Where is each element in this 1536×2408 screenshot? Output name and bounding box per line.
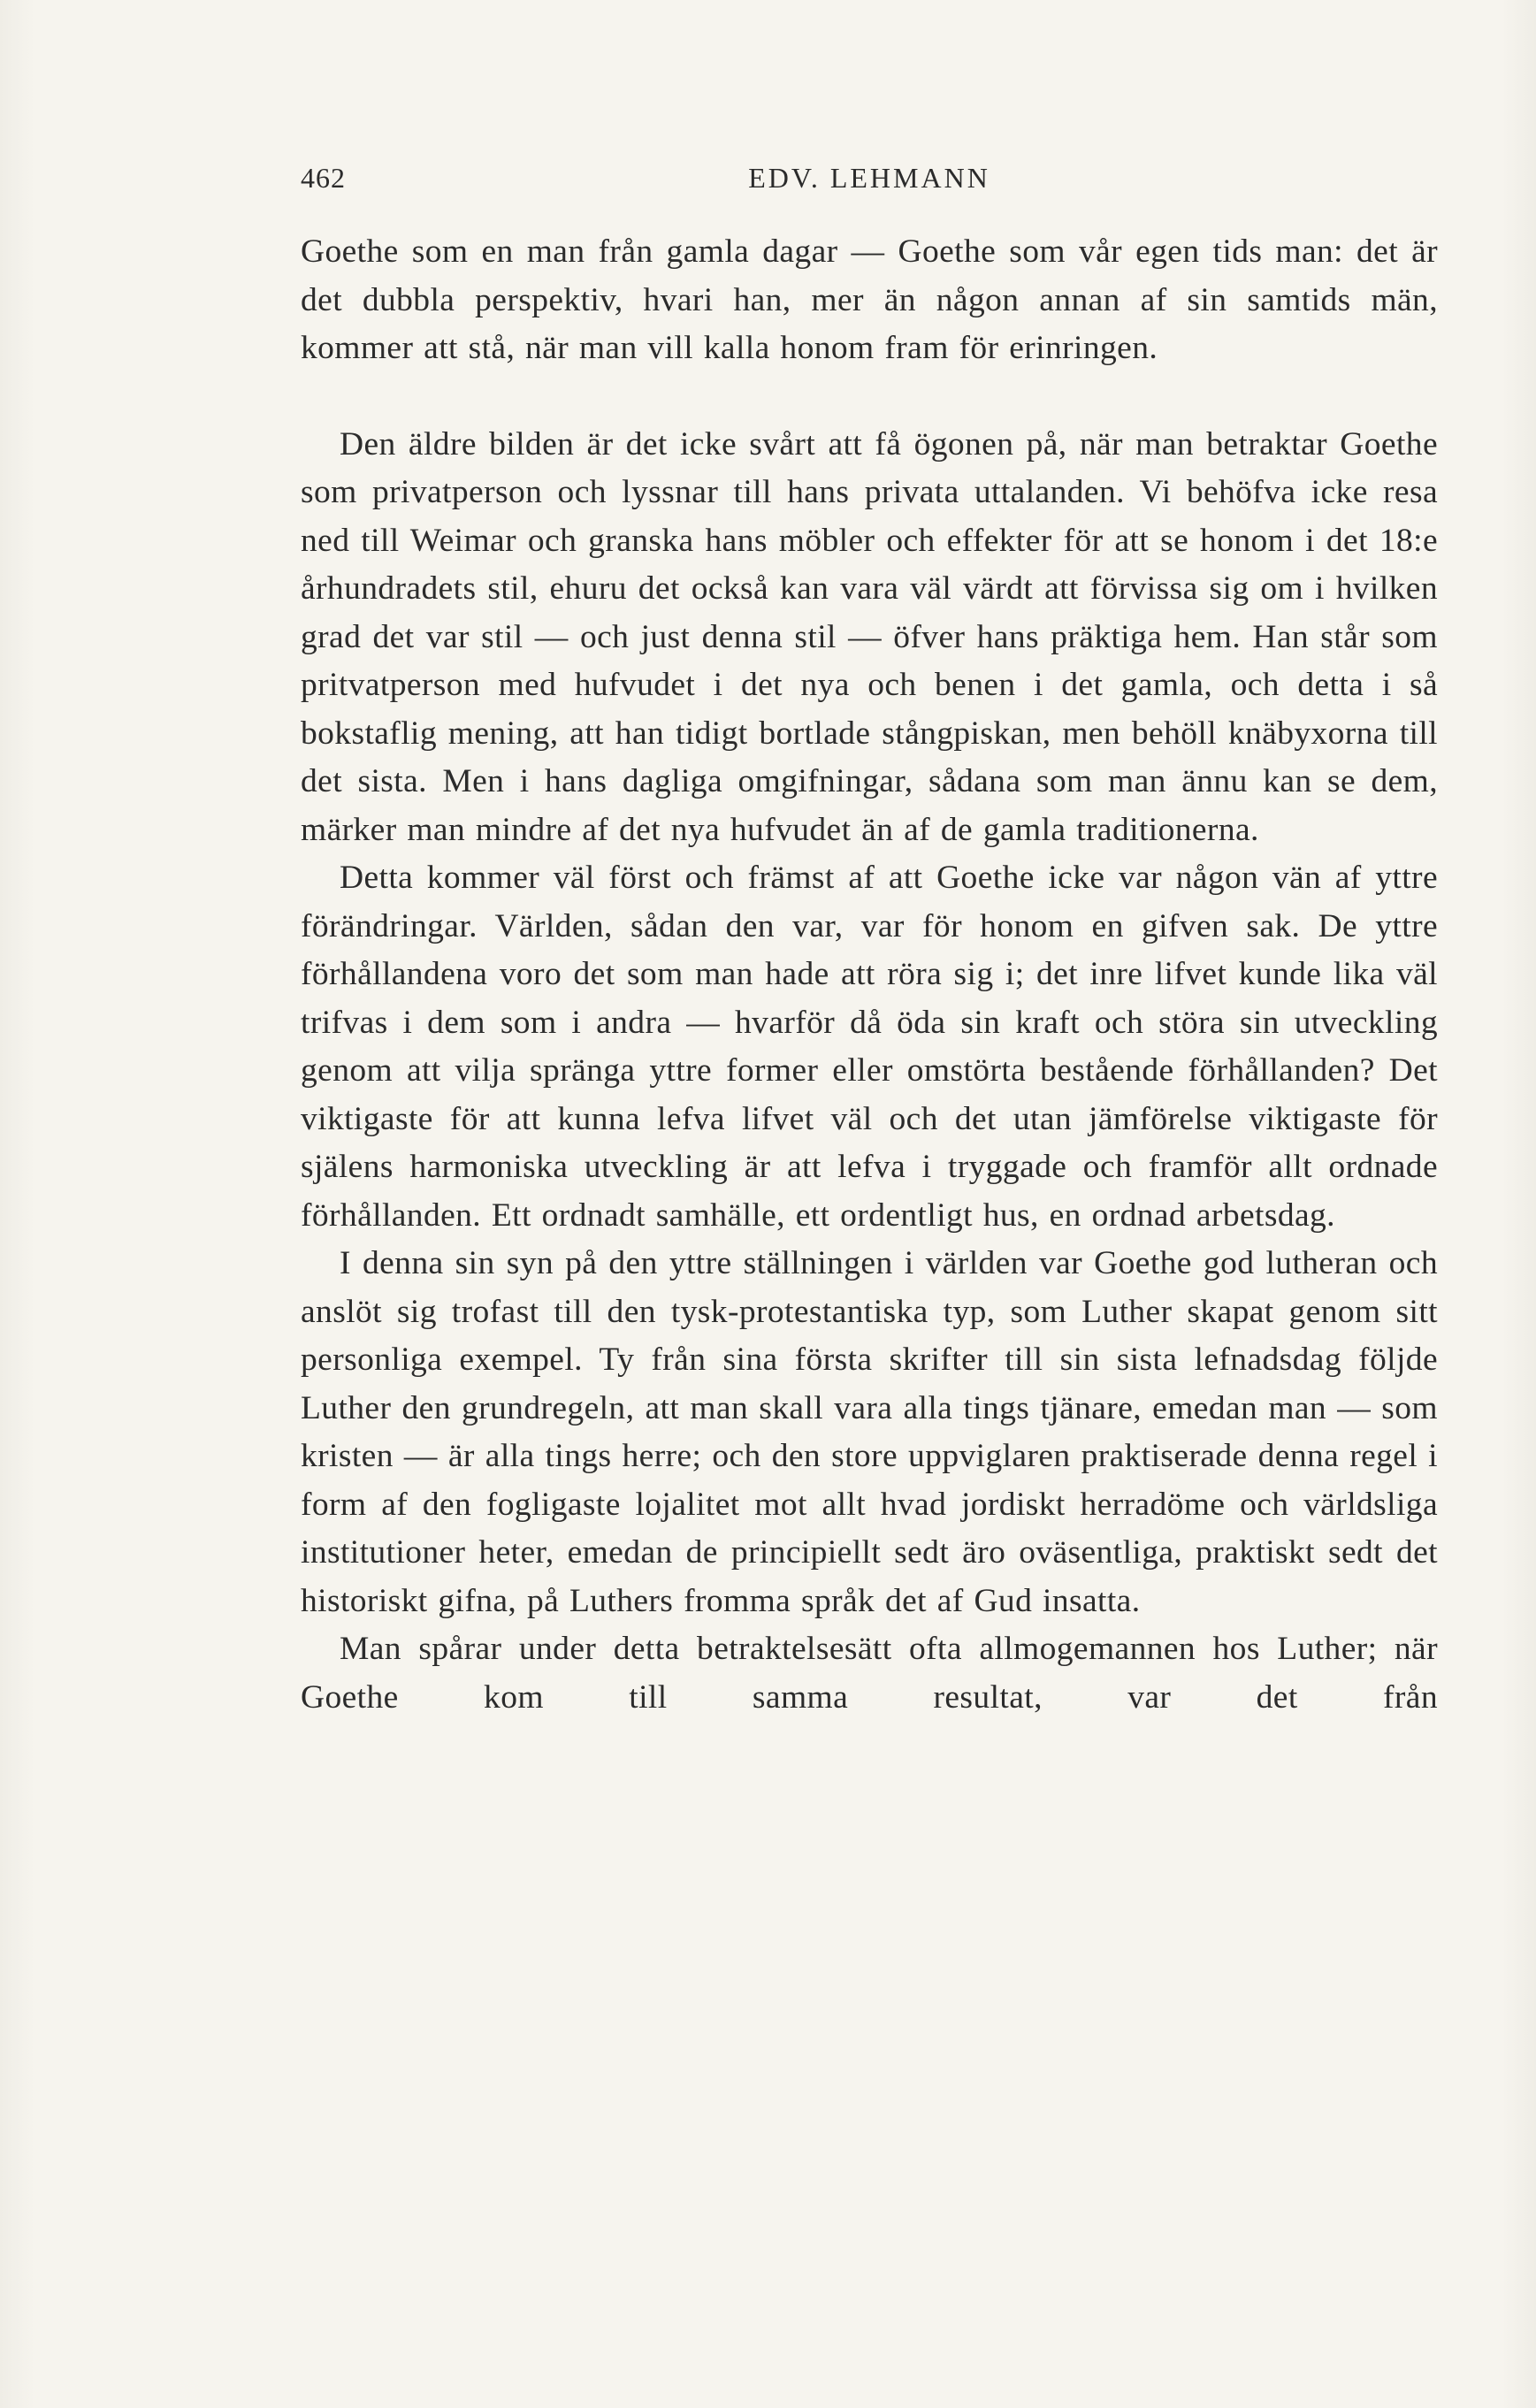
paragraph: Goethe som en man från gamla dagar — Goethe som vår egen tids man: det är det dubbla perspektiv, hvari han, mer än någon annan af sin samtids män, kommer att stå, när man vill kalla honom fram för erinringen. xyxy=(301,233,1438,366)
running-head: EDV. LEHMANN xyxy=(748,162,990,194)
page-header xyxy=(301,162,1438,197)
paragraph-gap xyxy=(301,373,1438,421)
paragraph: I denna sin syn på den yttre ställningen i världen var Goethe god lutheran och anslöt sig trofast till den tysk-protestantiska typ, som Luther skapat genom sitt personliga exempel. Ty från sina första skrifter till sin sista lefnadsdag följde Luther den grundregeln, att man skall vara alla tings tjänare, emedan man — som kristen — är alla tings herre; och den store uppviglaren praktiserade denna regel i form af den fogligaste lojalitet mot allt hvad jordiskt herradöme och världsliga institutioner heter, emedan de principiellt sedt äro oväsentliga, praktiskt sedt det historiskt gifna, på Luthers fromma språk det af Gud insatta. xyxy=(301,1245,1438,1619)
page-number: 462 xyxy=(301,162,346,194)
paragraph: Den äldre bilden är det icke svårt att få ögonen på, när man betraktar Goethe som privatperson och lyssnar till hans privata uttalanden. Vi behöfva icke resa ned till Weimar och granska hans möbler och effekter för att se honom i det 18:e århundradets stil, ehuru det också kan vara väl värdt att förvissa sig om i hvilken grad det var stil — och just denna stil — öfver hans präktiga hem. Han står som pritvatperson med hufvudet i det nya och benen i det gamla, och detta i så bokstaflig mening, att han tidigt bortlade stångpiskan, men behöll knäbyxorna till det sista. Men i hans dagliga omgifningar, sådana som man ännu kan se dem, märker man mindre af det nya hufvudet än af de gamla traditionerna. xyxy=(301,425,1438,848)
paragraph: Man spårar under detta betraktelsesätt ofta allmogemannen hos Luther; när Goethe kom till samma resultat, var det från xyxy=(301,1631,1438,1716)
paragraph: Detta kommer väl först och främst af att Goethe icke var någon vän af yttre förändringar. Världen, sådan den var, var för honom en gifven sak. De yttre förhållandena voro det som man hade att röra sig i; det inre lifvet kunde lika väl trifvas i dem som i andra — hvarför då öda sin kraft och störa sin utveckling genom att vilja spränga yttre former eller omstörta bestående förhållanden? Det viktigaste för att kunna lefva lifvet väl och det utan jämförelse viktigaste för själens harmoniska utveckling är att lefva i tryggade och framför allt ordnade förhållanden. Ett ordnadt samhälle, ett ordentligt hus, en ordnad arbetsdag. xyxy=(301,860,1438,1234)
body-text xyxy=(301,228,1438,1722)
